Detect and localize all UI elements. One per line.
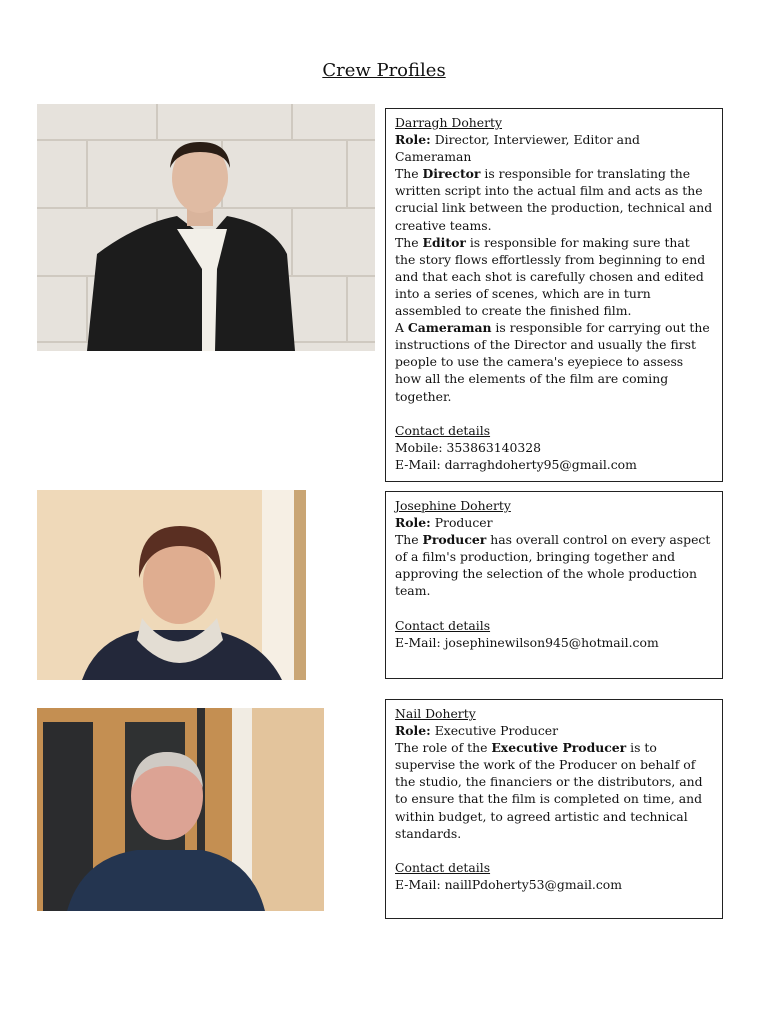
contact-heading: Contact details (395, 422, 491, 438)
crew-photo-nail (37, 708, 324, 911)
crew-role: Role: Executive Producer (395, 723, 559, 739)
contact-email: E-Mail: darraghdoherty95@gmail.com (395, 456, 637, 472)
crew-role: Role: Producer (395, 515, 493, 531)
contact-mobile: Mobile: 353863140328 (395, 439, 542, 455)
role-description: A Cameraman is responsible for carrying out the instructions of the Director and usually the first people to use the camera's eyepiece to assess how all the elements of the film are coming together. (395, 320, 710, 404)
crew-profile-darragh (385, 108, 723, 482)
crew-name: Nail Doherty (395, 706, 476, 721)
contact-email: E-Mail: naillPdoherty53@gmail.com (395, 876, 623, 892)
crew-name: Darragh Doherty (395, 115, 503, 130)
contact-heading: Contact details (395, 859, 491, 875)
crew-role: Role: Director, Interviewer, Editor and Cameraman (395, 132, 640, 165)
crew-name: Josephine Doherty (395, 498, 511, 513)
role-description: The Director is responsible for translating the written script into the actual film and acts as the crucial link between the production, technical and creative teams. (395, 166, 713, 233)
crew-profile-josephine (385, 491, 723, 679)
contact-heading: Contact details (395, 617, 491, 633)
contact-email: E-Mail: josephinewilson945@hotmail.com (395, 634, 659, 650)
role-description: The role of the Executive Producer is to supervise the work of the Producer on behalf of the studio, the financiers or the distributors, and to ensure that the film is completed on time, and within budget, to agreed artistic and technical standards. (395, 740, 703, 841)
crew-photo-darragh (37, 104, 375, 351)
crew-profile-nail (385, 699, 723, 919)
role-description: The Producer has overall control on every aspect of a film's production, bringing together and approving the selection of the whole production team. (395, 532, 711, 599)
crew-photo-josephine (37, 490, 306, 680)
page-title: Crew Profiles (322, 60, 446, 81)
role-description: The Editor is responsible for making sure that the story flows effortlessly from beginning to end and that each shot is carefully chosen and edited into a series of scenes, which are in turn assembled to create the finished film. (395, 234, 706, 319)
